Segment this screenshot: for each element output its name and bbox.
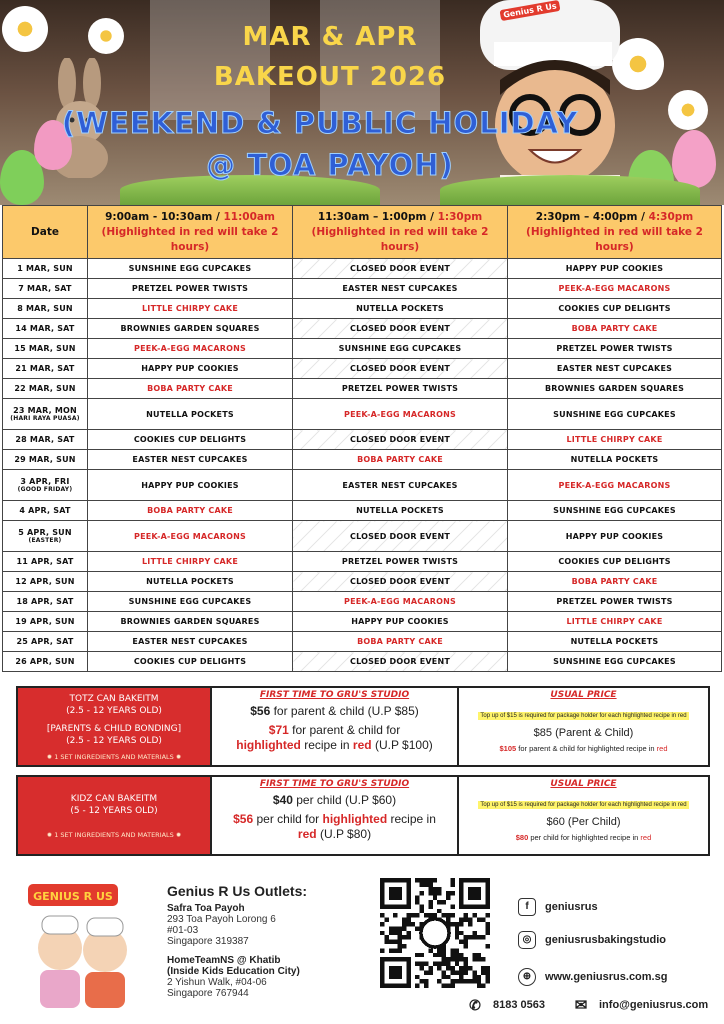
row-date: 19 APR, SUN <box>3 612 88 632</box>
closed-door-cell: CLOSED DOOR EVENT <box>293 652 508 672</box>
facebook-icon: f <box>518 898 536 916</box>
kidz-first-time <box>210 777 457 854</box>
recipe-cell: HAPPY PUP COOKIES <box>293 612 508 632</box>
recipe-cell: SUNSHINE EGG CUPCAKES <box>88 259 293 279</box>
highlighted-recipe-cell: PEEK-A-EGG MACARONS <box>293 592 508 612</box>
recipe-cell: SUNSHINE EGG CUPCAKES <box>508 501 722 521</box>
highlighted-recipe-cell: BOBA PARTY CAKE <box>88 501 293 521</box>
totz-topup-note: Top up of $15 is required for package holder for each highlighted recipe in red <box>480 713 687 719</box>
row-date: 15 MAR, SUN <box>3 339 88 359</box>
table-row <box>3 279 722 299</box>
row-date: 21 MAR, SAT <box>3 359 88 379</box>
col-header-slot-2: 11:30am – 1:00pm / 1:30pm (Highlighted in red will take 2 hours) <box>293 206 508 259</box>
recipe-cell: SUNSHINE EGG CUPCAKES <box>293 339 508 359</box>
row-date: 3 APR, FRI (GOOD FRIDAY) <box>3 470 88 501</box>
row-date: 25 APR, SAT <box>3 632 88 652</box>
kidz-age: (5 - 12 YEARS OLD) <box>70 805 158 816</box>
row-date: 14 MAR, SAT <box>3 319 88 339</box>
totz-set-note: ✹ 1 SET INGREDIENTS AND MATERIALS ✹ <box>46 752 182 761</box>
table-row <box>3 450 722 470</box>
phone-icon: ✆ <box>469 997 481 1013</box>
recipe-cell: PRETZEL POWER TWISTS <box>88 279 293 299</box>
highlighted-recipe-cell: BOBA PARTY CAKE <box>88 379 293 399</box>
outlet-khatib: HomeTeamNS @ Khatib (Inside Kids Education City) 2 Yishun Walk, #04-06 Singapore 767944 <box>167 955 300 999</box>
totz-first-heading: FIRST TIME TO GRU'S STUDIO <box>259 690 410 700</box>
recipe-cell: PRETZEL POWER TWISTS <box>293 379 508 399</box>
recipe-cell: HAPPY PUP COOKIES <box>88 359 293 379</box>
col-header-date: Date <box>3 206 88 259</box>
recipe-cell: BROWNIES GARDEN SQUARES <box>88 612 293 632</box>
outlet-safra: Safra Toa Payoh 293 Toa Payoh Lorong 6 #01-03 Singapore 319387 <box>167 903 276 947</box>
totz-name: TOTZ CAN BAKEITM <box>69 693 159 704</box>
kidz-usual-highlight: $80 per child for highlighted recipe in red <box>515 833 652 842</box>
title-line-3: (WEEKEND & PUBLIC HOLIDAY <box>61 106 579 140</box>
closed-door-cell: CLOSED DOOR EVENT <box>293 359 508 379</box>
highlighted-recipe-cell: BOBA PARTY CAKE <box>293 450 508 470</box>
highlighted-recipe-cell: PEEK-A-EGG MACARONS <box>508 279 722 299</box>
recipe-cell: HAPPY PUP COOKIES <box>508 259 722 279</box>
highlighted-recipe-cell: PEEK-A-EGG MACARONS <box>88 521 293 552</box>
recipe-cell: EASTER NEST CUPCAKES <box>293 470 508 501</box>
recipe-cell: SUNSHINE EGG CUPCAKES <box>88 592 293 612</box>
kidz-set-note: ✹ 1 SET INGREDIENTS AND MATERIALS ✹ <box>46 830 182 839</box>
website-link[interactable]: ⊕ www.geniusrus.com.sg <box>518 968 667 986</box>
highlighted-recipe-cell: LITTLE CHIRPY CAKE <box>508 430 722 450</box>
row-date: 28 MAR, SAT <box>3 430 88 450</box>
window-light <box>150 0 270 120</box>
row-date: 7 MAR, SAT <box>3 279 88 299</box>
recipe-cell: BROWNIES GARDEN SQUARES <box>88 319 293 339</box>
recipe-cell: COOKIES CUP DELIGHTS <box>88 430 293 450</box>
table-row <box>3 299 722 319</box>
kidz-label-panel <box>18 777 210 854</box>
highlighted-recipe-cell: LITTLE CHIRPY CAKE <box>88 552 293 572</box>
totz-usual-heading: USUAL PRICE <box>550 690 617 700</box>
globe-icon: ⊕ <box>518 968 536 986</box>
highlighted-recipe-cell: BOBA PARTY CAKE <box>508 572 722 592</box>
brand-logo <box>20 878 150 1014</box>
table-row <box>3 592 722 612</box>
logo-text: GENIUS R US <box>33 890 113 903</box>
row-date: 5 APR, SUN (EASTER) <box>3 521 88 552</box>
pricing-totz <box>16 686 710 767</box>
table-row <box>3 359 722 379</box>
outlets-title: Genius R Us Outlets: <box>167 883 308 899</box>
recipe-cell: EASTER NEST CUPCAKES <box>508 359 722 379</box>
recipe-cell: NUTELLA POCKETS <box>508 450 722 470</box>
totz-first-price-line: $56 for parent & child (U.P $85) <box>250 704 419 718</box>
recipe-cell: NUTELLA POCKETS <box>88 399 293 430</box>
row-date: 22 MAR, SUN <box>3 379 88 399</box>
table-row <box>3 259 722 279</box>
recipe-cell: NUTELLA POCKETS <box>293 299 508 319</box>
instagram-link[interactable]: ◎ geniusrusbakingstudio <box>518 931 666 949</box>
row-date: 8 MAR, SUN <box>3 299 88 319</box>
totz-name-2: [PARENTS & CHILD BONDING] <box>46 723 182 734</box>
highlighted-recipe-cell: LITTLE CHIRPY CAKE <box>88 299 293 319</box>
table-row <box>3 612 722 632</box>
header-banner <box>0 0 724 205</box>
kidz-first-price-line: $40 per child (U.P $60) <box>272 793 397 807</box>
table-row <box>3 319 722 339</box>
hat-logo: Genius R Us <box>499 0 560 21</box>
pricing-kidz <box>16 775 710 856</box>
recipe-cell: NUTELLA POCKETS <box>88 572 293 592</box>
table-row <box>3 552 722 572</box>
recipe-cell: SUNSHINE EGG CUPCAKES <box>508 399 722 430</box>
table-row <box>3 632 722 652</box>
row-date: 26 APR, SUN <box>3 652 88 672</box>
recipe-cell: EASTER NEST CUPCAKES <box>88 450 293 470</box>
recipe-cell: NUTELLA POCKETS <box>293 501 508 521</box>
recipe-cell: PRETZEL POWER TWISTS <box>293 552 508 572</box>
row-date: 23 MAR, MON (HARI RAYA PUASA) <box>3 399 88 430</box>
kidz-usual-price <box>457 777 708 854</box>
recipe-cell: COOKIES CUP DELIGHTS <box>508 299 722 319</box>
recipe-cell: PRETZEL POWER TWISTS <box>508 339 722 359</box>
recipe-cell: HAPPY PUP COOKIES <box>508 521 722 552</box>
recipe-cell: COOKIES CUP DELIGHTS <box>88 652 293 672</box>
recipe-cell: HAPPY PUP COOKIES <box>88 470 293 501</box>
row-date: 1 MAR, SUN <box>3 259 88 279</box>
recipe-cell: SUNSHINE EGG CUPCAKES <box>508 652 722 672</box>
facebook-link[interactable]: f geniusrus <box>518 898 598 916</box>
recipe-cell: EASTER NEST CUPCAKES <box>88 632 293 652</box>
recipe-cell: EASTER NEST CUPCAKES <box>293 279 508 299</box>
table-row <box>3 379 722 399</box>
row-date: 12 APR, SUN <box>3 572 88 592</box>
row-date: 4 APR, SAT <box>3 501 88 521</box>
instagram-icon: ◎ <box>518 931 536 949</box>
kidz-name: KIDZ CAN BAKEITM <box>70 793 158 804</box>
table-row <box>3 470 722 501</box>
row-date: 11 APR, SAT <box>3 552 88 572</box>
kidz-usual-value: $60 (Per Child) <box>546 816 621 828</box>
totz-first-time <box>210 688 457 765</box>
mail-icon: ✉ <box>574 996 588 1014</box>
kidz-topup-note: Top up of $15 is required for package holder for each highlighted recipe in red <box>480 802 687 808</box>
qr-code[interactable] <box>380 878 490 988</box>
table-row <box>3 430 722 450</box>
kidz-first-heading: FIRST TIME TO GRU'S STUDIO <box>259 779 410 789</box>
recipe-cell: COOKIES CUP DELIGHTS <box>508 552 722 572</box>
highlighted-recipe-cell: BOBA PARTY CAKE <box>293 632 508 652</box>
closed-door-cell: CLOSED DOOR EVENT <box>293 521 508 552</box>
kidz-first-highlight-line: $56 per child for highlighted recipe in red (U.P $80) <box>233 812 436 841</box>
col-header-slot-1: 9:00am - 10:30am / 11:00am (Highlighted in red will take 2 hours) <box>88 206 293 259</box>
totz-label-panel <box>18 688 210 765</box>
title-line-1: MAR & APR <box>242 22 418 52</box>
table-row <box>3 572 722 592</box>
highlighted-recipe-cell: PEEK-A-EGG MACARONS <box>88 339 293 359</box>
totz-age-2: (2.5 - 12 YEARS OLD) <box>66 735 162 746</box>
table-row <box>3 399 722 430</box>
highlighted-recipe-cell: PEEK-A-EGG MACARONS <box>293 399 508 430</box>
kidz-usual-heading: USUAL PRICE <box>550 779 617 789</box>
col-header-slot-3: 2:30pm – 4:00pm / 4:30pm (Highlighted in red will take 2 hours) <box>508 206 722 259</box>
recipe-cell: PRETZEL POWER TWISTS <box>508 592 722 612</box>
closed-door-cell: CLOSED DOOR EVENT <box>293 430 508 450</box>
table-row <box>3 339 722 359</box>
table-header-row <box>3 206 722 259</box>
recipe-cell: BROWNIES GARDEN SQUARES <box>508 379 722 399</box>
table-row <box>3 501 722 521</box>
highlighted-recipe-cell: LITTLE CHIRPY CAKE <box>508 612 722 632</box>
phone-link[interactable]: ✆ 8183 0563 <box>466 996 545 1014</box>
totz-usual-price <box>457 688 708 765</box>
totz-first-highlight-line: $71 for parent & child for highlighted recipe in red (U.P $100) <box>236 723 433 752</box>
title-line-2: BAKEOUT 2026 <box>213 62 447 92</box>
highlighted-recipe-cell: BOBA PARTY CAKE <box>508 319 722 339</box>
closed-door-cell: CLOSED DOOR EVENT <box>293 319 508 339</box>
highlighted-recipe-cell: PEEK-A-EGG MACARONS <box>508 470 722 501</box>
recipe-cell: NUTELLA POCKETS <box>508 632 722 652</box>
schedule-table <box>2 205 722 672</box>
email-link[interactable]: ✉ info@geniusrus.com <box>572 996 708 1014</box>
table-row <box>3 521 722 552</box>
totz-usual-highlight: $105 for parent & child for highlighted recipe in red <box>499 744 668 753</box>
title-line-4: @ TOA PAYOH) <box>206 148 454 182</box>
closed-door-cell: CLOSED DOOR EVENT <box>293 572 508 592</box>
closed-door-cell: CLOSED DOOR EVENT <box>293 259 508 279</box>
window-light <box>320 0 440 120</box>
table-row <box>3 652 722 672</box>
totz-usual-value: $85 (Parent & Child) <box>533 727 634 739</box>
totz-age: (2.5 - 12 YEARS OLD) <box>66 705 162 716</box>
flower-icon <box>668 90 708 130</box>
easter-egg-icon <box>672 130 716 188</box>
row-date: 29 MAR, SUN <box>3 450 88 470</box>
row-date: 18 APR, SAT <box>3 592 88 612</box>
